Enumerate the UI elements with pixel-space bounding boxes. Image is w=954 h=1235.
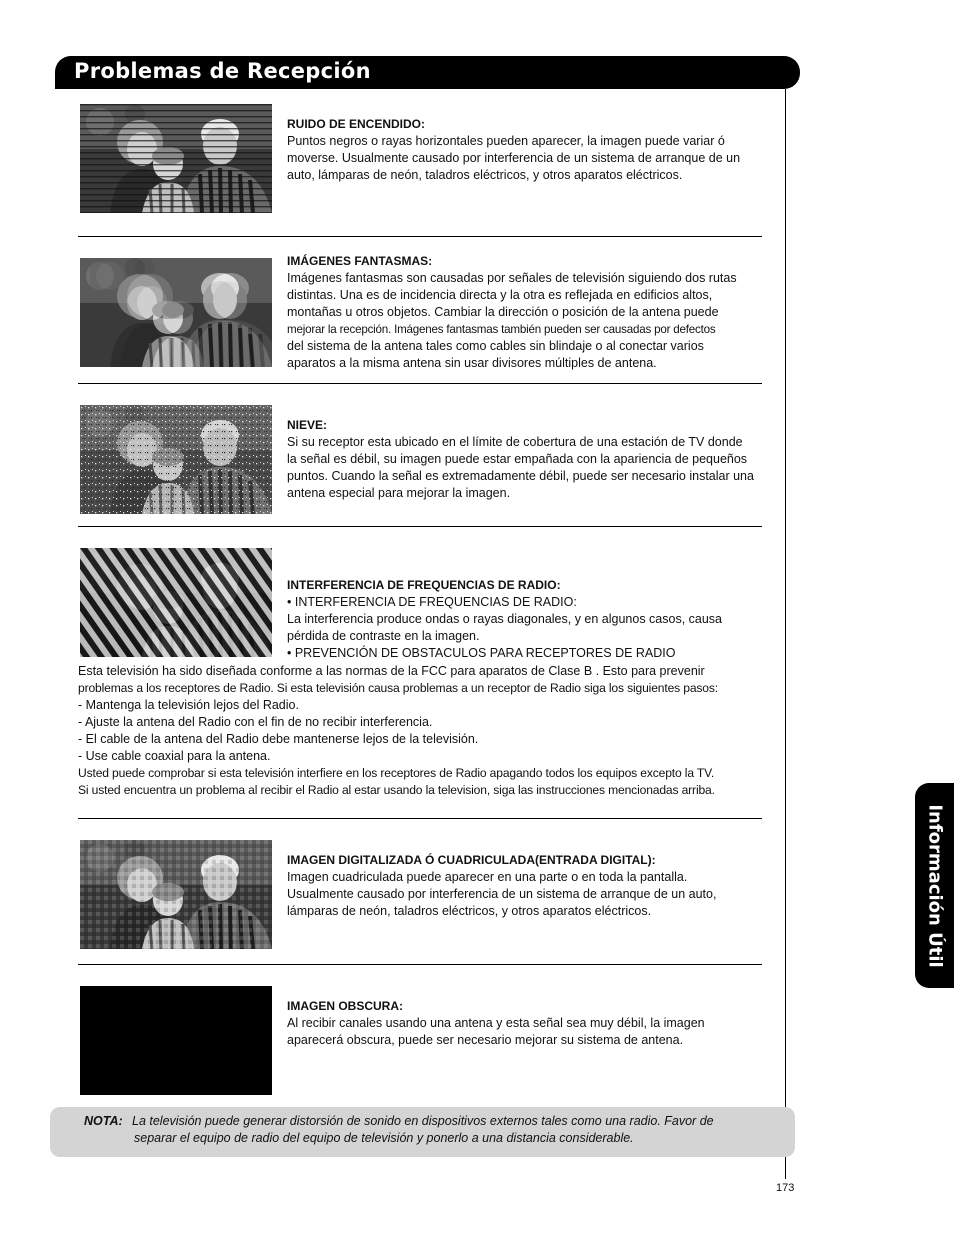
text-line: distintas. Una es de incidencia directa y la otra es reflejada en edificios altos, bbox=[287, 288, 713, 302]
section-divider bbox=[78, 818, 762, 819]
text-line: Si usted encuentra un problema al recibir el Radio al estar usando la television, siga las instrucciones mencionadas arriba. bbox=[78, 783, 715, 797]
section-radio-interference bbox=[287, 577, 754, 662]
text-line: pérdida de contraste en la imagen. bbox=[287, 629, 480, 643]
radio-prevention-text bbox=[78, 663, 762, 799]
text-line: Puntos negros o rayas horizontales pueden aparecer, la imagen puede variar ó bbox=[287, 134, 725, 148]
section-power-noise bbox=[287, 116, 754, 184]
note-label: NOTA: bbox=[84, 1114, 123, 1128]
text-line: Si su receptor esta ubicado en el límite de cobertura de una estación de TV donde bbox=[287, 435, 743, 449]
note-box bbox=[50, 1107, 795, 1157]
text-line: - Use cable coaxial para la antena. bbox=[78, 749, 271, 763]
dark-image bbox=[80, 986, 272, 1095]
text-line: • INTERFERENCIA DE FREQUENCIAS DE RADIO: bbox=[287, 595, 577, 609]
text-line: lámparas de neón, taladros eléctricos, y otros aparatos eléctricos. bbox=[287, 904, 652, 918]
text-line: mejorar la recepción. Imágenes fantasmas también pueden ser causadas por defectos bbox=[287, 323, 716, 336]
section-pixelated bbox=[287, 852, 754, 920]
section-divider bbox=[78, 236, 762, 237]
text-line: Usted puede comprobar si esta televisión interfiere en los receptores de Radio apagando todos los equipos excepto la TV. bbox=[78, 766, 715, 780]
ghost-images-image bbox=[80, 258, 272, 367]
text-line: - El cable de la antena del Radio debe mantenerse lejos de la televisión. bbox=[78, 732, 479, 746]
side-tab bbox=[915, 783, 954, 988]
vertical-divider bbox=[785, 89, 786, 1179]
section-heading: IMÁGENES FANTASMAS: bbox=[287, 254, 433, 268]
note-line: La televisión puede generar distorsión de sonido en dispositivos externos tales como una radio. Favor de bbox=[132, 1114, 714, 1128]
page-number: 173 bbox=[776, 1182, 795, 1194]
section-heading: IMAGEN OBSCURA: bbox=[287, 999, 403, 1013]
section-dark-image bbox=[287, 998, 754, 1049]
text-line: Imágenes fantasmas son causadas por señales de televisión siguiendo dos rutas bbox=[287, 271, 737, 285]
text-line: Usualmente causado por interferencia de un sistema de arranque de un auto, bbox=[287, 887, 717, 901]
text-line: La interferencia produce ondas o rayas diagonales, y en algunos casos, causa bbox=[287, 612, 723, 626]
text-line: puntos. Cuando la señal es extremadamente débil, puede ser necesario instalar una bbox=[287, 469, 754, 483]
side-tab-label: Información Útil bbox=[924, 803, 945, 968]
text-line: aparatos a la misma antena sin usar divisores múltiples de antena. bbox=[287, 356, 657, 370]
text-line: auto, lámparas de neón, taladros eléctricos, y otros aparatos eléctricos. bbox=[287, 168, 683, 182]
section-heading: INTERFERENCIA DE FREQUENCIAS DE RADIO: bbox=[287, 578, 561, 592]
section-divider bbox=[78, 964, 762, 965]
text-line: moverse. Usualmente causado por interferencia de un sistema de arranque de un bbox=[287, 151, 741, 165]
section-divider bbox=[78, 526, 762, 527]
text-line: Al recibir canales usando una antena y esta señal sea muy débil, la imagen bbox=[287, 1016, 705, 1030]
text-line: Imagen cuadriculada puede aparecer en una parte o en toda la pantalla. bbox=[287, 870, 688, 884]
section-heading: NIEVE: bbox=[287, 418, 328, 432]
text-line: aparecerá obscura, puede ser necesario mejorar su sistema de antena. bbox=[287, 1033, 684, 1047]
text-line: - Mantenga la televisión lejos del Radio. bbox=[78, 698, 299, 712]
section-snow bbox=[287, 417, 754, 502]
section-divider bbox=[78, 383, 762, 384]
section-ghost-images bbox=[287, 253, 754, 372]
text-line: montañas u otros objetos. Cambiar la dirección o posición de la antena puede bbox=[287, 305, 719, 319]
page-title: Problemas de Recepción bbox=[74, 59, 371, 83]
text-line: del sistema de la antena tales como cables sin blindaje o al conectar varios bbox=[287, 339, 704, 353]
radio-interference-image bbox=[80, 548, 272, 657]
text-line: problemas a los receptores de Radio. Si esta televisión causa problemas a un receptor de Radio siga los siguientes pasos: bbox=[78, 681, 718, 695]
section-heading: RUIDO DE ENCENDIDO: bbox=[287, 117, 426, 131]
text-line: Esta televisión ha sido diseñada conforme a las normas de la FCC para aparatos de Clase B . Esto para prevenir bbox=[78, 664, 705, 678]
note-line: separar el equipo de radio del equipo de televisión y ponerlo a una distancia considerable. bbox=[134, 1131, 634, 1145]
section-heading: IMAGEN DIGITALIZADA Ó CUADRICULADA(ENTRADA DIGITAL): bbox=[287, 853, 656, 867]
text-line: - Ajuste la antena del Radio con el fin de no recibir interferencia. bbox=[78, 715, 433, 729]
power-noise-image bbox=[80, 104, 272, 213]
page-header bbox=[55, 56, 800, 89]
pixelated-image bbox=[80, 840, 272, 949]
text-line: la señal es débil, su imagen puede estar empañada con la apariencia de pequeños bbox=[287, 452, 748, 466]
snow-image bbox=[80, 405, 272, 514]
text-line: antena especial para mejorar la imagen. bbox=[287, 486, 511, 500]
text-line: • PREVENCIÓN DE OBSTACULOS PARA RECEPTORES DE RADIO bbox=[287, 646, 676, 660]
